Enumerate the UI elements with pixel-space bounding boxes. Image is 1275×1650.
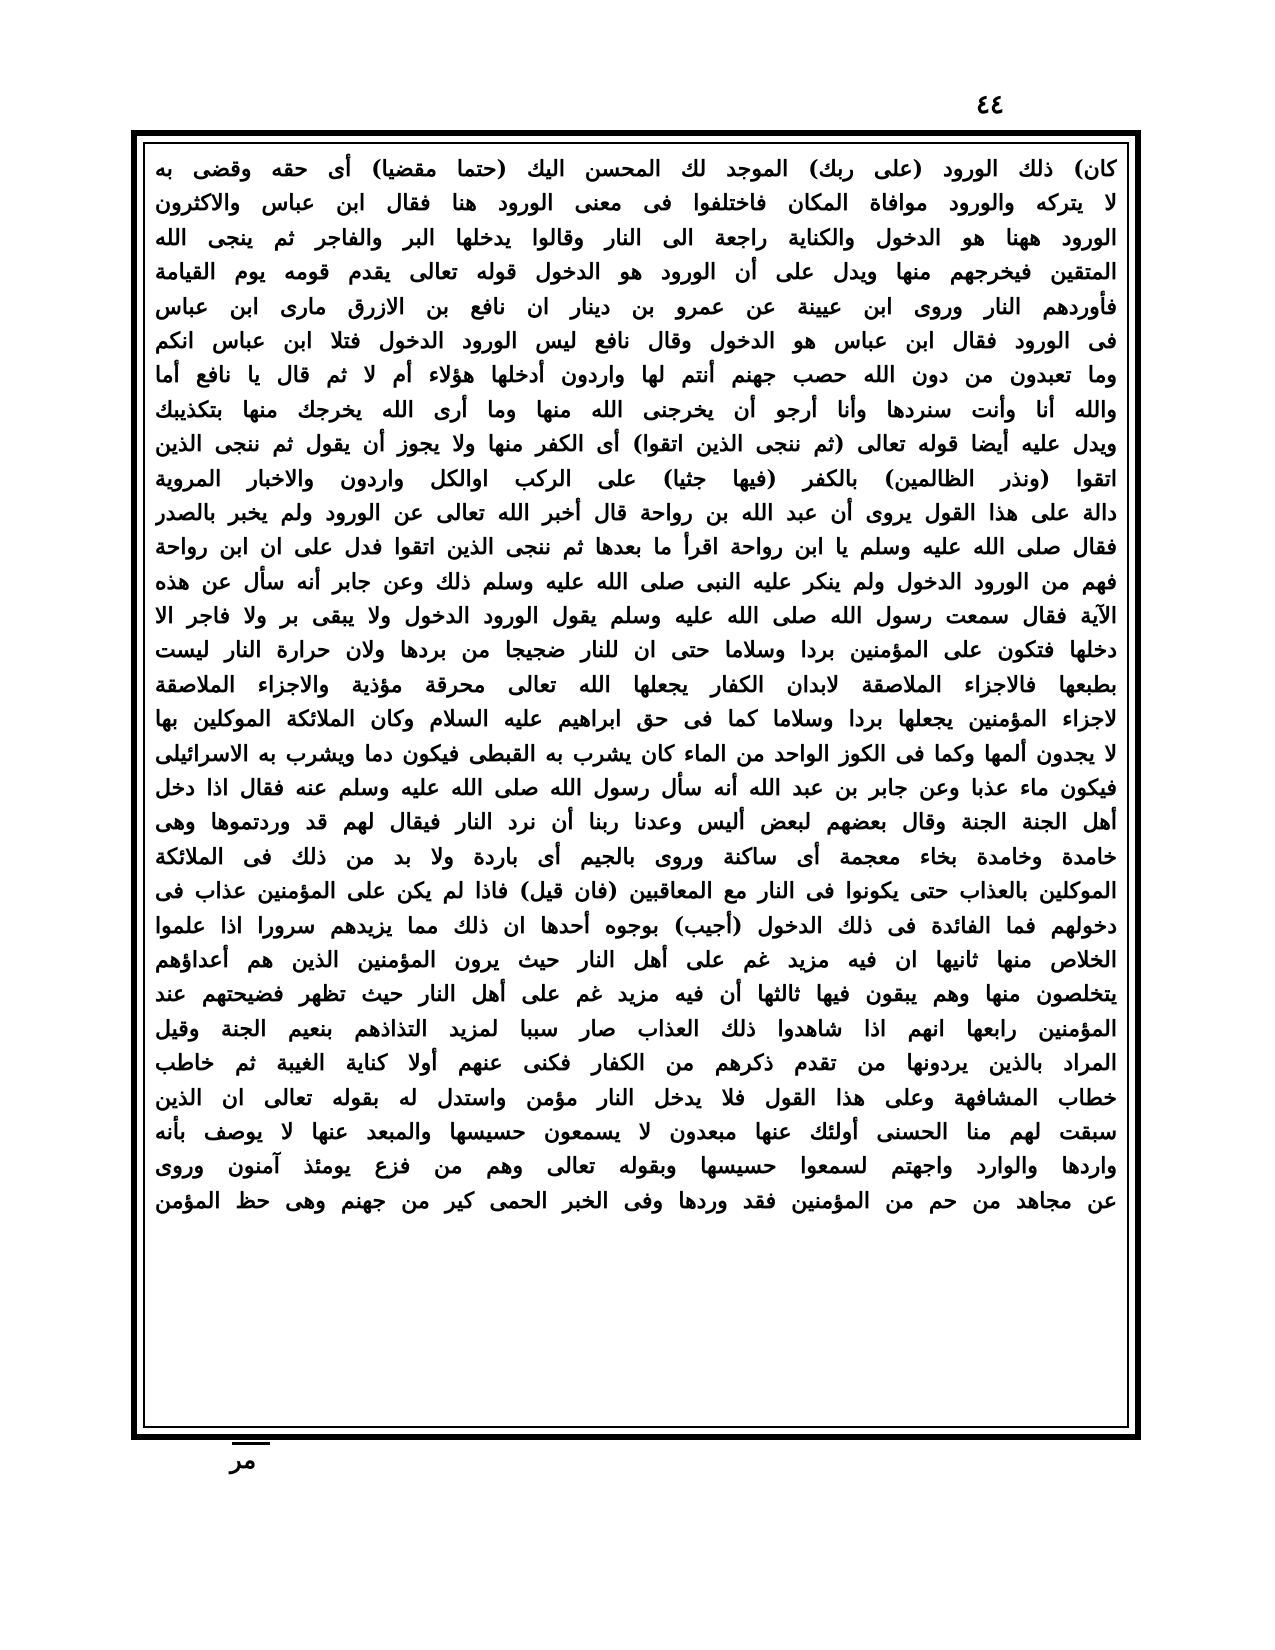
text-line: أهل الجنة الجنة وقال بعضهم لبعض أليس وعدنا ربنا أن نرد النار فيقال لهم قد وردتموها وهى (155, 809, 1117, 836)
catchword: مر (230, 1445, 257, 1474)
text-line: لا يجدون ألمها وكما فى الكوز الواحد من الماء كان يشرب به القبطى فيكون دما ويشرب به الاسرائيلى (155, 740, 1117, 767)
text-line: فى الورود فقال ابن عباس هو الدخول وقال نافع ليس الورود الدخول فتلا ابن عباس انكم (155, 327, 1117, 354)
page-number: ٤٤ (976, 90, 1004, 120)
text-line: وما تعبدون من دون الله حصب جهنم أنتم لها واردون أدخلها هؤلاء أم لا ثم قال يا نافع أما (155, 362, 1117, 389)
text-line: الآية فقال سمعت رسول الله صلى الله عليه وسلم يقول الورود الدخول ولا يبقى بر ولا فاجر الا (155, 603, 1117, 630)
text-line: دالة على هذا القول يروى أن عبد الله بن رواحة قال أخبر الله تعالى عن الورود ولم يخبر بالصدر (155, 499, 1117, 526)
text-line: فهم من الورود الدخول ولم ينكر عليه النبى صلى الله عليه وسلم ذلك وعن جابر أنه سأل عن هذه (155, 568, 1117, 595)
text-line: لاجزاء المؤمنين يجعلها بردا وسلاما كما فى حق ابراهيم عليه السلام وكان الملائكة الموكلين بها (155, 706, 1117, 733)
text-line: كان) ذلك الورود (على ربك) الموجد لك المحسن اليك (حتما مقضيا) أى حقه وقضى به (155, 156, 1117, 182)
text-line: المتقين فيخرجهم منها ويدل على أن الورود هو الدخول قوله تعالى يقدم قومه يوم القيامة (155, 259, 1117, 286)
text-line: لا يتركه والورود موافاة المكان فاختلفوا فى معنى الورود هنا فقال ابن عباس والاكثرون (155, 190, 1117, 217)
text-line: يتخلصون منها وهم يبقون فيها ثالثها أن فيه مزيد غم على أهل النار حيث تظهر فضيحتهم عند (155, 981, 1117, 1008)
text-line: خطاب المشافهة وعلى هذا القول فلا يدخل النار مؤمن واستدل له بقوله تعالى ان الذين (155, 1084, 1117, 1111)
text-line: خامدة وخامدة بخاء معجمة أى ساكنة وروى بالجيم أى باردة ولا بد من ذلك فى الملائكة (155, 843, 1117, 870)
text-line: فقال صلى الله عليه وسلم يا ابن رواحة اقرأ ما بعدها ثم ننجى الذين اتقوا فدل على ان ابن رواحة (155, 534, 1117, 561)
text-line: الموكلين بالعذاب حتى يكونوا فى النار مع المعاقبين (فان قيل) فاذا لم يكن على المؤمنين عذاب فى (155, 878, 1117, 905)
text-line: ويدل عليه أيضا قوله تعالى (ثم ننجى الذين اتقوا) أى الكفر منها ولا يجوز أن يقول ثم ننجى الذين (155, 431, 1117, 458)
text-line: دخولهم فما الفائدة فى ذلك الدخول (أجيب) بوجوه أحدها ان ذلك مما يزيدهم سرورا اذا علموا (155, 912, 1117, 939)
text-line: المؤمنين رابعها انهم اذا شاهدوا ذلك العذاب صار سببا لمزيد التذاذهم بنعيم الجنة وقيل (155, 1015, 1117, 1042)
text-line: واردها والوارد واجهتم لسمعوا حسيسها وبقوله تعالى وهم من فزع يومئذ آمنون وروى (155, 1153, 1117, 1180)
text-line: عن مجاهد من حم من المؤمنين فقد وردها وفى الخبر الحمى كير من جهنم وهى حظ المؤمن (155, 1187, 1117, 1214)
text-line: سبقت لهم منا الحسنى أولئك عنها مبعدون لا يسمعون حسيسها والمبعد عنها لا يوصف بأنه (155, 1118, 1117, 1145)
text-line: الورود ههنا هو الدخول والكناية راجعة الى النار وقالوا يدخلها البر والفاجر ثم ينجى الله (155, 224, 1117, 251)
main-text-block (155, 152, 1117, 1422)
text-line: المراد بالذين يردونها من تقدم ذكرهم من الكفار فكنى عنهم أولا كناية الغيبة ثم خاطب (155, 1050, 1117, 1077)
text-line: اتقوا (ونذر الظالمين) بالكفر (فيها جثيا) على الركب اوالكل واردون والاخبار المروية (155, 465, 1117, 492)
text-line: والله أنا وأنت سنردها وأنا أرجو أن يخرجنى الله منها وما أرى الله يخرجك منها بتكذيبك (155, 396, 1117, 423)
text-line: الخلاص منها ثانيها ان فيه مزيد غم على أهل النار حيث يرون المؤمنين الذين هم أعداؤهم (155, 946, 1117, 973)
text-line: فأوردهم النار وروى ابن عيينة عن عمرو بن دينار ان نافع بن الازرق مارى ابن عباس (155, 293, 1117, 320)
text-line: فيكون ماء عذبا وعن جابر بن عبد الله أنه سأل رسول الله صلى الله عليه وسلم عنه فقال اذا دخل (155, 775, 1117, 802)
text-line: بطبعها فالاجزاء الملاصقة لابدان الكفار يجعلها الله تعالى محرقة مؤذية والاجزاء الملاصقة (155, 671, 1117, 698)
text-line: دخلها فتكون على المؤمنين بردا وسلاما حتى ان للنار ضجيجا من بردها ولان حرارة النار ليست (155, 637, 1117, 664)
